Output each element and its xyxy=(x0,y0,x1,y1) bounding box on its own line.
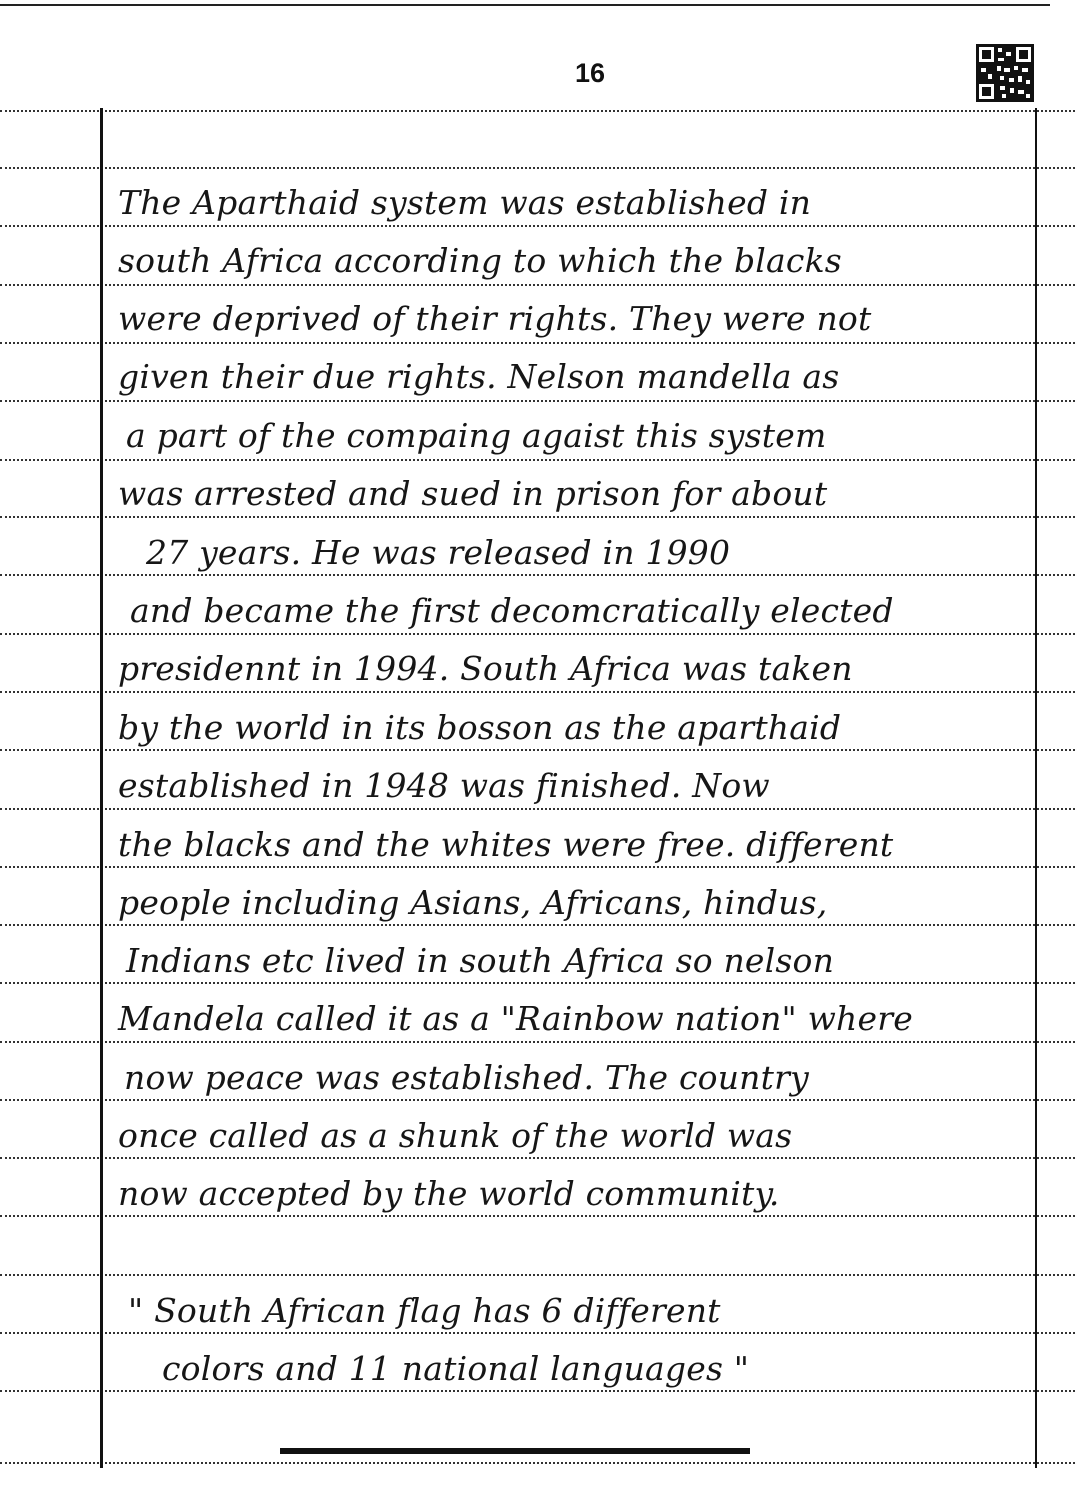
ruled-line xyxy=(0,400,1075,402)
handwritten-line: now peace was established. The country xyxy=(124,1058,809,1097)
handwritten-line: The Aparthaid system was established in xyxy=(118,183,812,222)
ruled-line xyxy=(0,516,1075,518)
handwritten-line: south Africa according to which the blacks xyxy=(118,241,842,280)
page-number: 16 xyxy=(574,58,606,88)
ruled-line xyxy=(0,342,1075,344)
ruled-line xyxy=(0,1041,1075,1043)
ruled-line xyxy=(0,633,1075,635)
ruled-line xyxy=(0,1157,1075,1159)
ruled-line xyxy=(0,110,1075,112)
ruled-line xyxy=(0,1390,1075,1392)
handwritten-quote-line: " South African flag has 6 different xyxy=(128,1291,721,1330)
right-margin-line xyxy=(1035,108,1037,1468)
handwritten-line: a part of the compaing agaist this system xyxy=(126,416,827,455)
ruled-line xyxy=(0,691,1075,693)
ruled-line xyxy=(0,866,1075,868)
handwritten-line: given their due rights. Nelson mandella as xyxy=(118,357,840,396)
ruled-line xyxy=(0,1462,1075,1464)
ruled-line xyxy=(0,459,1075,461)
handwritten-line: established in 1948 was finished. Now xyxy=(118,766,770,805)
handwritten-line: once called as a shunk of the world was xyxy=(118,1116,793,1155)
top-border-line xyxy=(0,4,1050,6)
handwritten-line: the blacks and the whites were free. different xyxy=(118,825,894,864)
handwritten-line: by the world in its bosson as the aparthaid xyxy=(118,708,842,747)
handwritten-line: and became the first decomcratically elected xyxy=(130,591,894,630)
ruled-line xyxy=(0,808,1075,810)
handwritten-line: 27 years. He was released in 1990 xyxy=(146,533,731,572)
ruled-line xyxy=(0,225,1075,227)
ruled-line xyxy=(0,749,1075,751)
handwritten-line: Indians etc lived in south Africa so nelson xyxy=(126,941,835,980)
bottom-bar xyxy=(280,1448,750,1454)
ruled-line xyxy=(0,167,1075,169)
handwritten-line: people including Asians, Africans, hindus, xyxy=(118,883,828,922)
handwritten-line: now accepted by the world community. xyxy=(118,1174,780,1213)
handwritten-line: were deprived of their rights. They were not xyxy=(118,299,872,338)
ruled-line xyxy=(0,1215,1075,1217)
ruled-line xyxy=(0,284,1075,286)
handwritten-line: Mandela called it as a "Rainbow nation" where xyxy=(118,999,913,1038)
handwritten-quote-line: colors and 11 national languages " xyxy=(162,1349,750,1388)
qr-code-icon xyxy=(976,44,1034,102)
handwritten-line: was arrested and sued in prison for about xyxy=(118,474,828,513)
ruled-line xyxy=(0,1274,1075,1276)
left-margin-line xyxy=(100,108,103,1468)
handwritten-line: presidennt in 1994. South Africa was taken xyxy=(118,649,853,688)
ruled-line xyxy=(0,982,1075,984)
ruled-line xyxy=(0,924,1075,926)
ruled-line xyxy=(0,1099,1075,1101)
ruled-line xyxy=(0,574,1075,576)
ruled-line xyxy=(0,1332,1075,1334)
